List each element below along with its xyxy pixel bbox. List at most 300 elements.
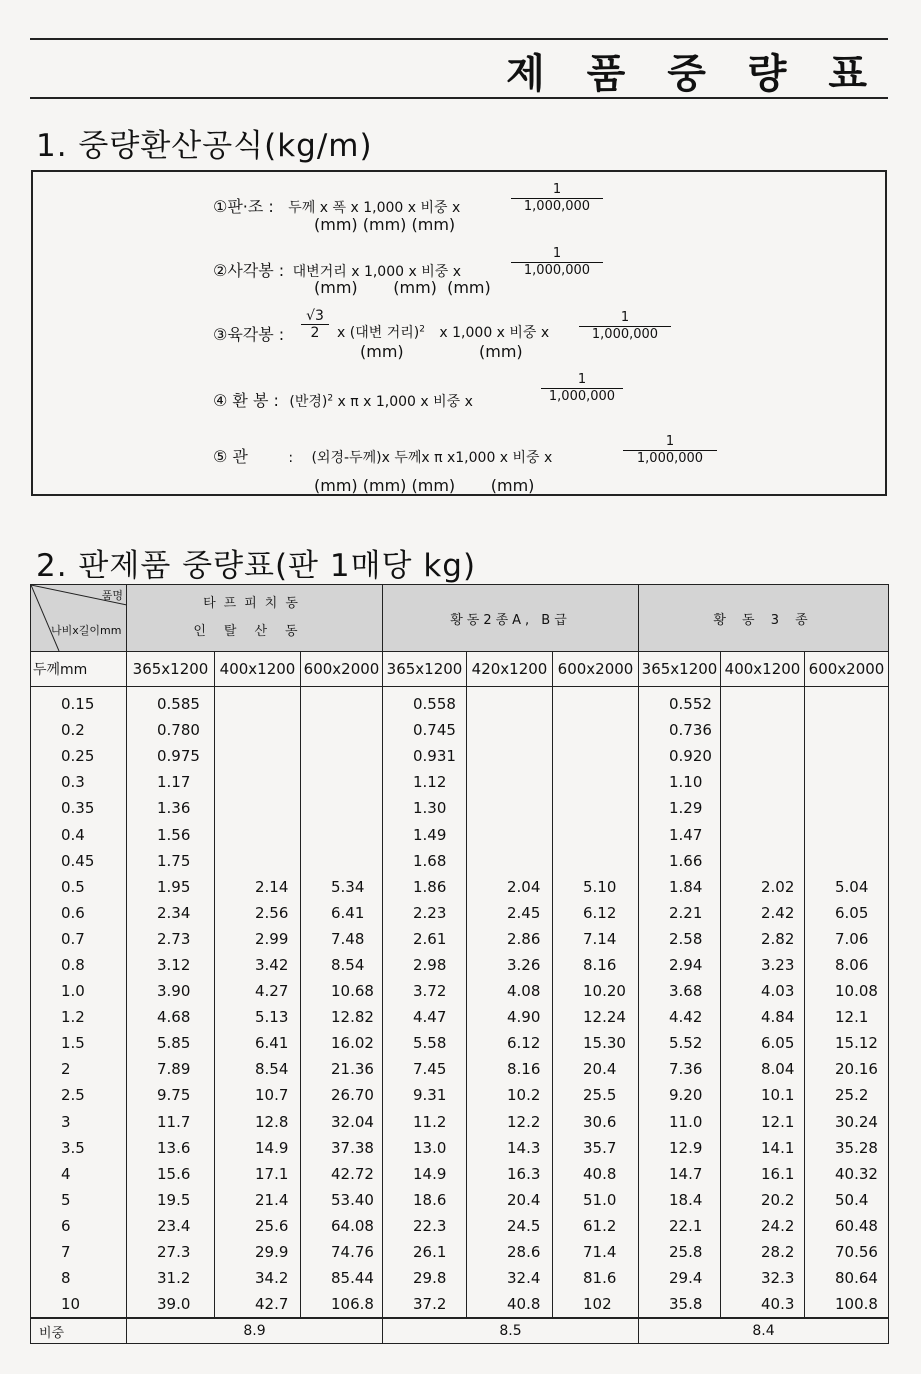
weight-cell [467,795,553,821]
weight-cell: 11.0 [639,1109,721,1135]
weight-cell: 4.08 [467,978,553,1004]
weight-cell [805,821,889,847]
weight-cell: 21.4 [215,1187,301,1213]
weight-cell: 4.68 [127,1004,215,1030]
formula-3-numerator: 1 [620,310,630,325]
formula-3-expr-a: x (대변 거리) [337,325,420,341]
table-row [31,952,889,978]
weight-cell: 1.84 [639,874,721,900]
weight-cell: 0.931 [383,743,467,769]
weight-cell: 14.9 [383,1161,467,1187]
weight-cell [553,687,639,718]
formula-3-denominator: 1,000,000 [591,327,659,342]
weight-cell: 28.6 [467,1239,553,1265]
thickness-cell: 2.5 [31,1082,127,1108]
weight-cell: 9.20 [639,1082,721,1108]
weight-cell: 1.56 [127,821,215,847]
weight-cell: 40.32 [805,1161,889,1187]
group-header-2: 황동2종A, B급 [383,585,639,652]
table-row [31,1030,889,1056]
weight-cell: 2.56 [215,900,301,926]
formula-3-fraction [579,310,671,343]
thickness-cell: 3 [31,1109,127,1135]
weight-cell [721,769,805,795]
weight-cell: 0.745 [383,717,467,743]
corner-product-label: 품명 [101,589,123,602]
weight-cell: 7.89 [127,1056,215,1082]
table-row [31,900,889,926]
weight-cell: 2.02 [721,874,805,900]
thickness-cell: 1.2 [31,1004,127,1030]
thickness-cell: 0.2 [31,717,127,743]
weight-cell: 10.1 [721,1082,805,1108]
formula-5-label: ⑤ 관 [213,447,248,466]
table-row [31,743,889,769]
weight-cell: 3.72 [383,978,467,1004]
formula-2-fraction [511,246,603,279]
weight-cell: 2.99 [215,926,301,952]
table-row [31,1187,889,1213]
thickness-cell: 7 [31,1239,127,1265]
thickness-cell: 4 [31,1161,127,1187]
weight-cell: 5.13 [215,1004,301,1030]
weight-cell: 4.42 [639,1004,721,1030]
weight-cell: 6.12 [467,1030,553,1056]
weight-cell: 25.5 [553,1082,639,1108]
weight-cell: 3.23 [721,952,805,978]
weight-cell: 100.8 [805,1291,889,1318]
weight-cell: 2.04 [467,874,553,900]
size-header: 600x2000 [301,652,383,687]
weight-cell [215,769,301,795]
weight-cell: 20.4 [553,1056,639,1082]
formula-5-colon: : [288,450,294,466]
formula-box [31,170,887,496]
gravity-row [31,1318,889,1344]
size-header: 600x2000 [805,652,889,687]
weight-cell: 2.42 [721,900,805,926]
weight-cell: 14.7 [639,1161,721,1187]
title-rule [30,97,888,99]
formula-5-fraction [623,434,717,467]
formula-1 [213,194,460,217]
weight-cell: 12.9 [639,1135,721,1161]
weight-cell: 18.6 [383,1187,467,1213]
weight-cell: 14.3 [467,1135,553,1161]
formula-5 [213,444,552,467]
weight-cell: 1.10 [639,769,721,795]
weight-cell [553,717,639,743]
group-1-line-1: 타프피치동 [203,596,306,611]
weight-cell: 2.34 [127,900,215,926]
formula-4-expr-b: x π x 1,000 x 비중 x [337,394,473,410]
thickness-cell: 0.25 [31,743,127,769]
formula-4-label: ④ 환 봉 : [213,391,279,410]
weight-cell: 7.45 [383,1056,467,1082]
weight-cell: 3.12 [127,952,215,978]
weight-cell: 30.6 [553,1109,639,1135]
weight-cell: 7.14 [553,926,639,952]
weight-cell: 10.20 [553,978,639,1004]
weight-cell: 31.2 [127,1265,215,1291]
weight-cell: 21.36 [301,1056,383,1082]
weight-cell: 0.552 [639,687,721,718]
weight-cell: 39.0 [127,1291,215,1318]
weight-cell: 32.3 [721,1265,805,1291]
weight-cell: 40.3 [721,1291,805,1318]
weight-cell: 1.30 [383,795,467,821]
weight-cell: 8.54 [215,1056,301,1082]
weight-cell: 0.920 [639,743,721,769]
formula-3-unit-b: (mm) [479,342,523,361]
group-header-1 [127,585,383,652]
table-row [31,1161,889,1187]
weight-cell: 74.76 [301,1239,383,1265]
thickness-cell: 0.7 [31,926,127,952]
weight-cell: 19.5 [127,1187,215,1213]
size-header: 365x1200 [383,652,467,687]
weight-cell: 8.04 [721,1056,805,1082]
weight-cell [215,687,301,718]
weight-cell: 34.2 [215,1265,301,1291]
weight-cell: 35.7 [553,1135,639,1161]
top-rule [30,38,888,40]
weight-cell: 5.52 [639,1030,721,1056]
weight-cell: 27.3 [127,1239,215,1265]
weight-cell: 1.66 [639,848,721,874]
weight-cell: 29.8 [383,1265,467,1291]
weight-cell: 80.64 [805,1265,889,1291]
weight-cell [805,769,889,795]
weight-cell: 25.6 [215,1213,301,1239]
weight-cell: 3.26 [467,952,553,978]
weight-cell: 12.1 [805,1004,889,1030]
section1-heading: 1. 중량환산공식(kg/m) [36,128,373,164]
weight-cell: 11.2 [383,1109,467,1135]
corner-size-label: 나비x길이mm [51,624,122,637]
weight-cell: 2.82 [721,926,805,952]
formula-4-denominator: 1,000,000 [548,389,616,404]
weight-cell: 3.68 [639,978,721,1004]
weight-cell [553,795,639,821]
weight-cell [215,795,301,821]
weight-cell: 16.02 [301,1030,383,1056]
weight-cell: 1.47 [639,821,721,847]
weight-cell: 0.558 [383,687,467,718]
weight-cell [805,795,889,821]
thickness-cell: 0.8 [31,952,127,978]
weight-cell: 16.1 [721,1161,805,1187]
formula-5-denominator: 1,000,000 [636,451,704,466]
table-row [31,1082,889,1108]
weight-cell: 42.7 [215,1291,301,1318]
weight-cell: 2.98 [383,952,467,978]
formula-5-units: (mm) (mm) (mm) (mm) [314,476,535,495]
weight-cell: 0.585 [127,687,215,718]
weight-cell [553,821,639,847]
weight-cell: 5.04 [805,874,889,900]
formula-1-denominator: 1,000,000 [523,199,591,214]
thickness-cell: 1.0 [31,978,127,1004]
table-row [31,1291,889,1318]
formula-1-fraction [511,182,603,215]
formula-3-square: 2 [419,324,425,335]
weight-cell: 6.41 [301,900,383,926]
weight-cell: 18.4 [639,1187,721,1213]
weight-cell: 15.30 [553,1030,639,1056]
weight-table-wrapper [30,584,889,1344]
formula-3-root: √3 [306,308,324,324]
gravity-value: 8.9 [127,1318,383,1344]
weight-cell: 25.8 [639,1239,721,1265]
weight-cell [553,743,639,769]
weight-cell: 6.05 [721,1030,805,1056]
weight-cell: 3.42 [215,952,301,978]
size-header-row [31,652,889,687]
weight-cell: 40.8 [553,1161,639,1187]
weight-cell: 6.05 [805,900,889,926]
weight-cell: 37.38 [301,1135,383,1161]
weight-cell: 1.75 [127,848,215,874]
thickness-cell: 0.5 [31,874,127,900]
weight-cell: 1.29 [639,795,721,821]
weight-cell: 50.4 [805,1187,889,1213]
weight-cell: 7.48 [301,926,383,952]
weight-cell: 14.1 [721,1135,805,1161]
weight-cell: 1.12 [383,769,467,795]
weight-cell: 16.3 [467,1161,553,1187]
weight-cell [301,717,383,743]
table-row [31,978,889,1004]
weight-cell: 12.2 [467,1109,553,1135]
weight-cell: 2.94 [639,952,721,978]
weight-cell: 5.58 [383,1030,467,1056]
formula-3-expr-b: x 1,000 x 비중 x [439,325,550,341]
weight-cell: 8.54 [301,952,383,978]
weight-cell: 4.03 [721,978,805,1004]
weight-cell [721,821,805,847]
gravity-value: 8.5 [383,1318,639,1344]
thickness-header: 두께mm [31,652,127,687]
formula-3-label-row [213,322,284,345]
size-header: 365x1200 [639,652,721,687]
formula-4-numerator: 1 [577,372,587,387]
weight-cell: 25.2 [805,1082,889,1108]
weight-cell: 30.24 [805,1109,889,1135]
formula-5-expr: (외경-두께)x 두께x π x1,000 x 비중 x [311,450,553,466]
weight-cell: 14.9 [215,1135,301,1161]
weight-cell: 71.4 [553,1239,639,1265]
weight-cell: 2.73 [127,926,215,952]
weight-cell: 24.5 [467,1213,553,1239]
formula-1-numerator: 1 [552,182,562,197]
formula-3-unit-a: (mm) [360,342,404,361]
formula-2-numerator: 1 [552,246,562,261]
weight-cell: 10.68 [301,978,383,1004]
gravity-label: 비중 [31,1318,127,1344]
formula-3-two: 2 [310,325,320,341]
page-title: 제 품 중 량 표 [506,51,881,97]
weight-cell: 0.736 [639,717,721,743]
weight-cell [301,821,383,847]
weight-cell: 15.6 [127,1161,215,1187]
weight-cell: 81.6 [553,1265,639,1291]
table-row [31,821,889,847]
table-row [31,687,889,718]
size-header: 400x1200 [215,652,301,687]
table-row [31,1135,889,1161]
thickness-cell: 8 [31,1265,127,1291]
size-header: 400x1200 [721,652,805,687]
weight-cell: 60.48 [805,1213,889,1239]
table-row [31,1239,889,1265]
weight-cell [467,717,553,743]
weight-cell: 2.86 [467,926,553,952]
weight-cell: 5.10 [553,874,639,900]
corner-cell [31,585,127,652]
formula-4-fraction [541,372,623,405]
thickness-cell: 0.15 [31,687,127,718]
weight-cell [301,743,383,769]
weight-cell [721,743,805,769]
weight-cell [215,717,301,743]
weight-cell [215,821,301,847]
weight-cell: 35.28 [805,1135,889,1161]
weight-cell: 4.47 [383,1004,467,1030]
weight-cell [805,717,889,743]
formula-4 [213,388,473,411]
table-row [31,1265,889,1291]
weight-cell: 20.2 [721,1187,805,1213]
group-header-3: 황 동 3 종 [639,585,889,652]
table-row [31,1004,889,1030]
table-row [31,874,889,900]
weight-cell: 9.31 [383,1082,467,1108]
weight-cell: 20.16 [805,1056,889,1082]
weight-table-body [31,687,889,1319]
weight-cell: 32.4 [467,1265,553,1291]
weight-cell: 1.68 [383,848,467,874]
weight-cell: 15.12 [805,1030,889,1056]
formula-3-label: ③육각봉 : [213,325,285,344]
weight-cell: 6.12 [553,900,639,926]
table-row [31,769,889,795]
thickness-cell: 0.4 [31,821,127,847]
formula-1-units: (mm) (mm) (mm) [314,215,456,234]
weight-cell [721,795,805,821]
weight-cell: 10.2 [467,1082,553,1108]
table-row [31,795,889,821]
thickness-cell: 1.5 [31,1030,127,1056]
weight-cell: 5.85 [127,1030,215,1056]
weight-cell: 8.16 [467,1056,553,1082]
weight-cell [467,769,553,795]
weight-cell [805,687,889,718]
weight-cell: 53.40 [301,1187,383,1213]
weight-cell: 2.45 [467,900,553,926]
thickness-cell: 3.5 [31,1135,127,1161]
weight-cell [467,848,553,874]
weight-cell: 0.780 [127,717,215,743]
group-header-row [31,585,889,652]
table-row [31,1109,889,1135]
weight-cell: 22.3 [383,1213,467,1239]
weight-cell: 61.2 [553,1213,639,1239]
weight-cell [467,821,553,847]
weight-cell: 106.8 [301,1291,383,1318]
formula-3-expr [337,322,549,342]
weight-cell: 12.24 [553,1004,639,1030]
weight-cell: 2.21 [639,900,721,926]
weight-cell: 2.58 [639,926,721,952]
weight-cell: 7.06 [805,926,889,952]
weight-cell: 1.49 [383,821,467,847]
weight-cell: 10.7 [215,1082,301,1108]
thickness-cell: 0.6 [31,900,127,926]
weight-cell: 2.23 [383,900,467,926]
weight-cell: 40.8 [467,1291,553,1318]
weight-cell: 0.975 [127,743,215,769]
weight-cell: 32.04 [301,1109,383,1135]
weight-cell: 11.7 [127,1109,215,1135]
weight-cell: 1.86 [383,874,467,900]
weight-cell: 20.4 [467,1187,553,1213]
weight-cell: 4.84 [721,1004,805,1030]
weight-cell: 1.36 [127,795,215,821]
weight-cell: 1.95 [127,874,215,900]
thickness-cell: 0.35 [31,795,127,821]
formula-1-expr: 두께 x 폭 x 1,000 x 비중 x [288,200,461,216]
thickness-cell: 0.45 [31,848,127,874]
weight-cell: 2.61 [383,926,467,952]
group-1-line-2: 인탈산동 [193,624,316,639]
table-row [31,926,889,952]
formula-4-expr-a: (반경) [289,394,328,410]
weight-cell [721,687,805,718]
weight-cell: 23.4 [127,1213,215,1239]
weight-cell: 12.8 [215,1109,301,1135]
weight-cell: 35.8 [639,1291,721,1318]
thickness-cell: 10 [31,1291,127,1318]
weight-cell [721,848,805,874]
gravity-value: 8.4 [639,1318,889,1344]
formula-2-denominator: 1,000,000 [523,263,591,278]
weight-cell: 12.1 [721,1109,805,1135]
weight-cell: 1.17 [127,769,215,795]
formula-5-numerator: 1 [665,434,675,449]
weight-table [30,584,889,1344]
weight-cell [215,743,301,769]
weight-cell: 24.2 [721,1213,805,1239]
weight-cell: 29.9 [215,1239,301,1265]
table-row [31,1056,889,1082]
table-row [31,1213,889,1239]
weight-cell [805,743,889,769]
weight-cell [215,848,301,874]
weight-cell: 42.72 [301,1161,383,1187]
weight-cell: 8.16 [553,952,639,978]
weight-cell [721,717,805,743]
weight-cell: 51.0 [553,1187,639,1213]
weight-cell [553,769,639,795]
formula-2-label: ②사각봉 : [213,261,285,280]
size-header: 365x1200 [127,652,215,687]
section2-heading: 2. 판제품 중량표(판 1매당 kg) [36,548,477,584]
formula-4-square: 2 [327,393,334,404]
table-row [31,717,889,743]
weight-cell: 26.1 [383,1239,467,1265]
weight-cell: 6.41 [215,1030,301,1056]
